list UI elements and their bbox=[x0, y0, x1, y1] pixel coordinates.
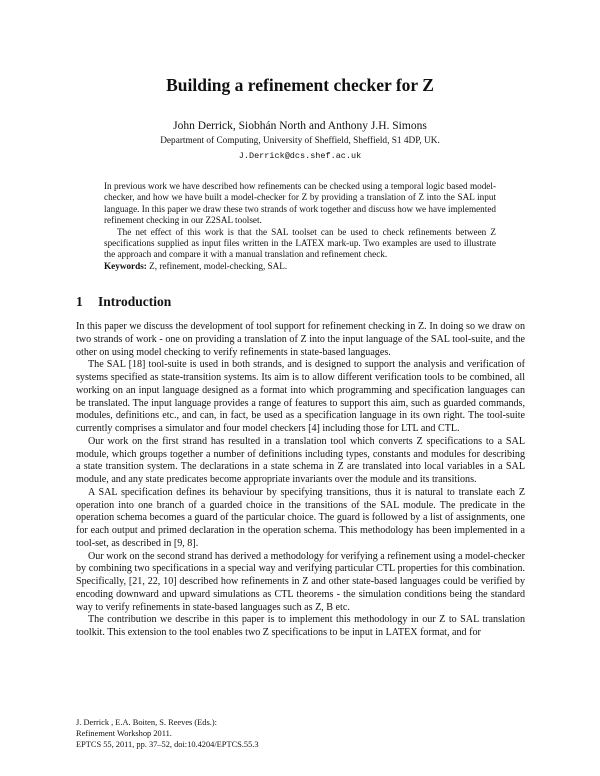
keywords-text: Z, refinement, model-checking, SAL. bbox=[149, 260, 288, 271]
footer-workshop: Refinement Workshop 2011. bbox=[76, 729, 172, 738]
abstract-paragraph-2: The net effect of this work is that the SAL toolset can be used to check refinements between Z specifications supplied as input files written in the LATEX mark-up. Two examples are used to illustrate the approach and compare it with a manual translation and refinement check. bbox=[104, 226, 496, 260]
author-list: John Derrick, Siobhán North and Anthony J.H. Simons bbox=[173, 120, 427, 132]
section-number: 1 bbox=[76, 294, 83, 309]
keywords-label: Keywords: bbox=[104, 260, 147, 271]
footer-citation: EPTCS 55, 2011, pp. 37–52, doi:10.4204/EPTCS.55.3 bbox=[76, 740, 259, 749]
abstract-paragraph-1: In previous work we have described how refinements can be checked using a temporal logic based model-checker, and how we have built a model-checker for Z by providing a translation of Z into the SAL input language. In this paper we draw these two strands of work together and discuss how we have implemented refinement checking in our Z2SAL toolset. bbox=[104, 181, 496, 226]
section-body bbox=[76, 321, 525, 640]
body-paragraph: The contribution we describe in this paper is to implement this methodology in our Z to SAL translation toolkit. This extension to the tool enables two Z specifications to be input in LATEX format, and for bbox=[76, 614, 525, 638]
footer-editors: J. Derrick , E.A. Boiten, S. Reeves (Eds.): bbox=[76, 718, 217, 727]
body-paragraph: Our work on the second strand has derived a methodology for verifying a refinement using a model-checker by combining two specifications in a special way and verifying particular CTL properties for this combination. Specifically, [21, 22, 10] described how refinements in Z and other state-based languages could be verified by encoding downward and upward simulations as CTL theorems - the simulation conditions being the standard way to verify refinements in state-based languages such as Z, B etc. bbox=[76, 550, 525, 613]
paper-title: Building a refinement checker for Z bbox=[166, 75, 434, 95]
body-paragraph: A SAL specification defines its behaviour by specifying transitions, thus it is natural to translate each Z operation into one branch of a guarded choice in the transitions of the SAL module. The predicate in the operation schema becomes a guard of the particular choice. The guard is followed by a list of assignments, one for each output and primed declaration in the operation schema. This methodology has been implemented in a tool-set, as described in [9, 8]. bbox=[76, 486, 525, 549]
page-footer bbox=[76, 717, 376, 750]
section-title: Introduction bbox=[98, 294, 172, 309]
abstract bbox=[104, 181, 496, 272]
section-heading bbox=[76, 293, 526, 311]
affiliation: Department of Computing, University of Sheffield, Sheffield, S1 4DP, UK. bbox=[160, 136, 440, 146]
keywords-line bbox=[104, 261, 496, 272]
body-paragraph: In this paper we discuss the development of tool support for refinement checking in Z. In doing so we draw on two strands of work - one on providing a translation of Z into the input language of the SAL tool-suite, and the other on using model checking to verify refinements in state-based languages. bbox=[76, 321, 525, 358]
body-paragraph: The SAL [18] tool-suite is used in both strands, and is designed to support the analysis and verification of systems specified as state-transition systems. Its aim is to allow different verification tools to be combined, all working on an input language designed as a format into which programming and specification languages can be translated. The input language provides a range of features to support this aim, such as guarded commands, modules, definitions etc., and can, in fact, be used as a specification language in its own right. The tool-suite currently comprises a simulator and four model checkers [4] including those for LTL and CTL. bbox=[76, 359, 525, 434]
body-paragraph: Our work on the first strand has resulted in a translation tool which converts Z specifications to a SAL module, which groups together a number of definitions including types, constants and modules for describing a state transition system. The declarations in a state schema in Z are translated into local variables in a SAL module, and any state predicates become appropriate invariants over the module and its transitions. bbox=[76, 435, 525, 485]
author-email: J.Derrick@dcs.shef.ac.uk bbox=[238, 151, 362, 161]
